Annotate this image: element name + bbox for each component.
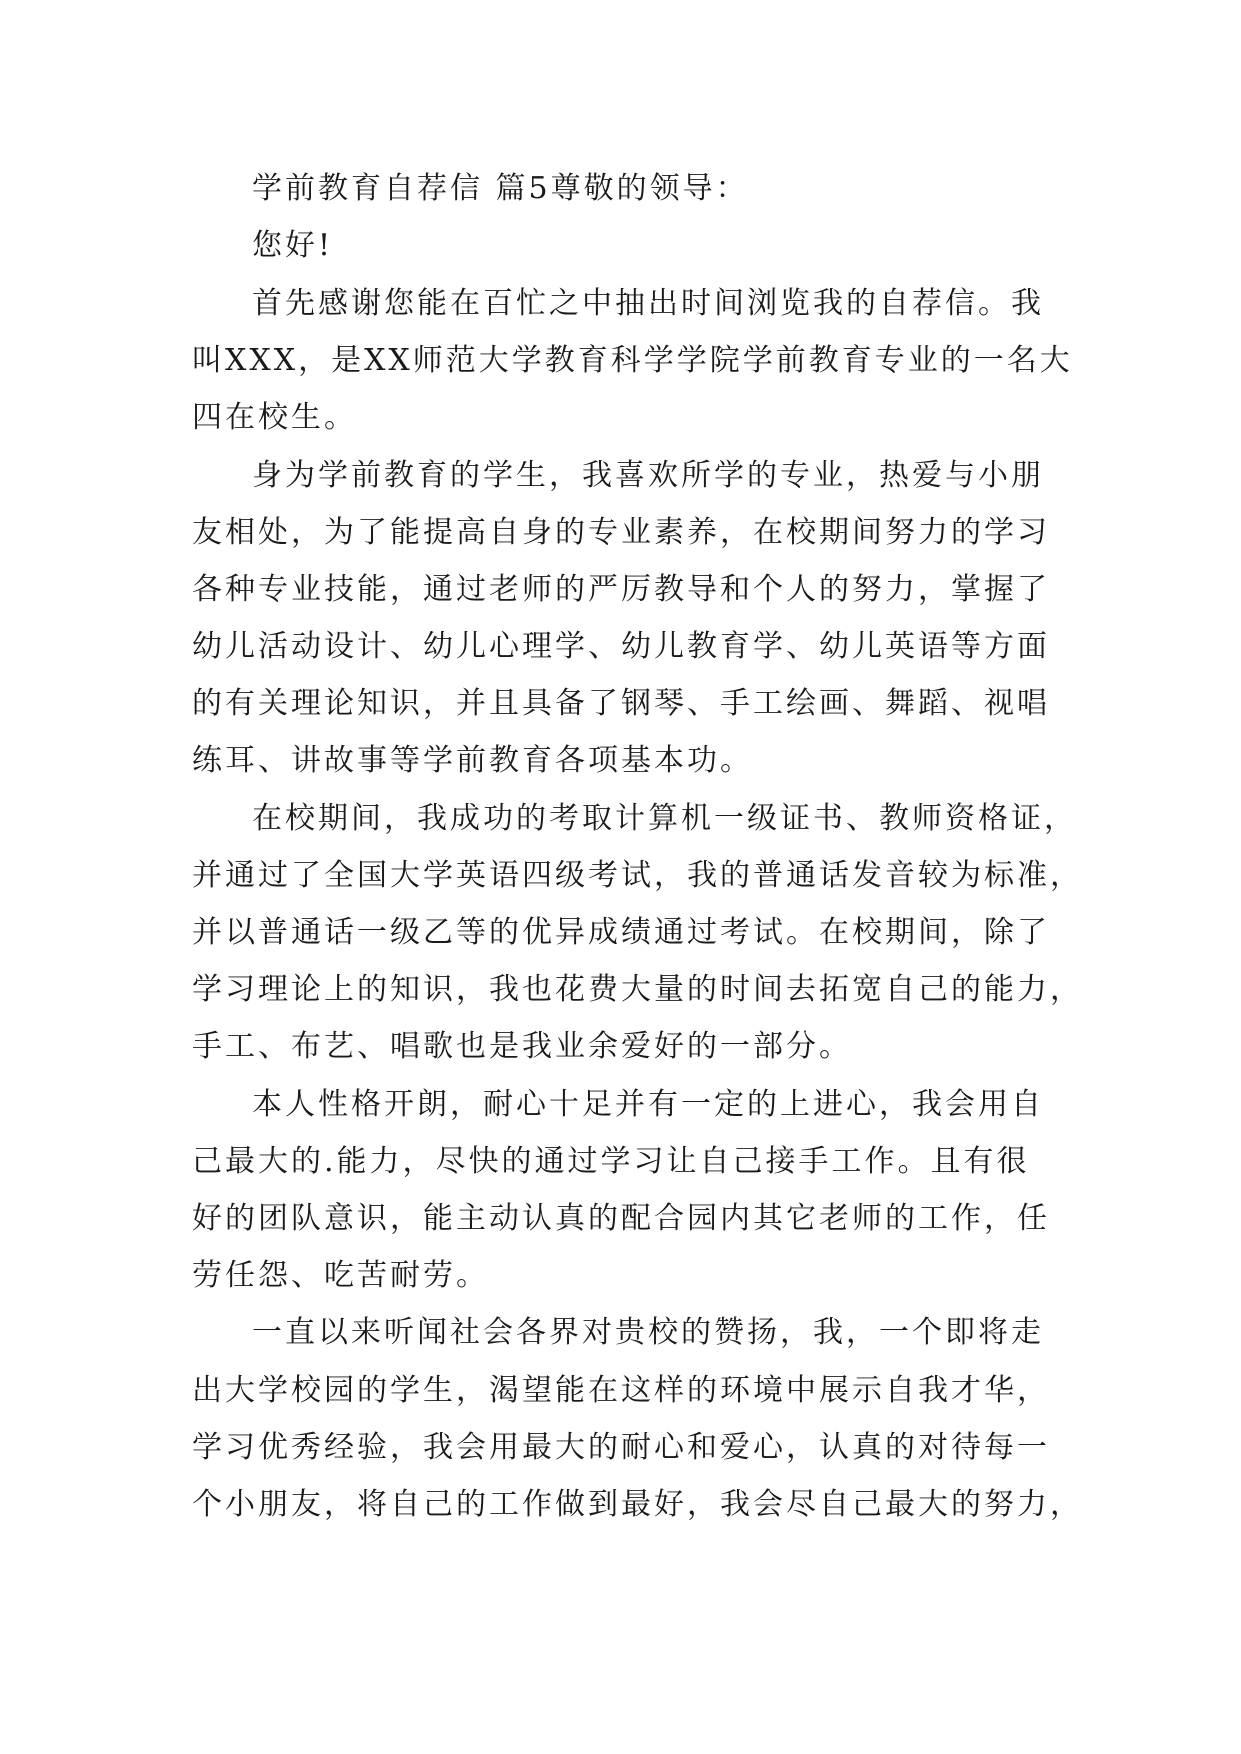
document-title-line: 学前教育自荐信 篇5尊敬的领导： xyxy=(252,171,749,206)
body-line: 学习理论上的知识，我也花费大量的时间去拓宽自己的能力， xyxy=(192,972,1083,1007)
body-line: 个小朋友，将自己的工作做到最好，我会尽自己最大的努力， xyxy=(192,1487,1083,1522)
body-line: 学习优秀经验，我会用最大的耐心和爱心，认真的对待每一 xyxy=(192,1430,1050,1465)
salutation-line: 您好! xyxy=(252,228,334,263)
body-line: 首先感谢您能在百忙之中抽出时间浏览我的自荐信。我 xyxy=(252,286,1044,321)
body-line: 在校期间，我成功的考取计算机一级证书、教师资格证， xyxy=(252,801,1077,836)
body-line: 劳任怨、吃苦耐劳。 xyxy=(192,1258,489,1293)
body-line: 的有关理论知识，并且具备了钢琴、手工绘画、舞蹈、视唱 xyxy=(192,686,1050,721)
body-line: 一直以来听闻社会各界对贵校的赞扬，我，一个即将走 xyxy=(252,1315,1044,1350)
body-line: 练耳、讲故事等学前教育各项基本功。 xyxy=(192,743,753,778)
body-line: 出大学校园的学生，渴望能在这样的环境中展示自我才华， xyxy=(192,1373,1050,1408)
body-line: 幼儿活动设计、幼儿心理学、幼儿教育学、幼儿英语等方面 xyxy=(192,629,1050,664)
body-line: 本人性格开朗，耐心十足并有一定的上进心，我会用自 xyxy=(252,1087,1044,1122)
body-line: 己最大的.能力，尽快的通过学习让自己接手工作。且有很 xyxy=(192,1144,1030,1179)
body-line: 并通过了全国大学英语四级考试，我的普通话发音较为标准， xyxy=(192,858,1083,893)
body-line: 友相处，为了能提高自身的专业素养，在校期间努力的学习 xyxy=(192,515,1050,550)
body-line: 叫XXX，是XX师范大学教育科学学院学前教育专业的一名大 xyxy=(192,343,1073,378)
body-line: 好的团队意识，能主动认真的配合园内其它老师的工作，任 xyxy=(192,1201,1050,1236)
body-line: 手工、布艺、唱歌也是我业余爱好的一部分。 xyxy=(192,1029,852,1064)
body-line: 各种专业技能，通过老师的严厉教导和个人的努力，掌握了 xyxy=(192,572,1050,607)
body-line: 并以普通话一级乙等的优异成绩通过考试。在校期间，除了 xyxy=(192,915,1050,950)
body-line: 四在校生。 xyxy=(192,400,357,435)
body-line: 身为学前教育的学生，我喜欢所学的专业，热爱与小朋 xyxy=(252,458,1044,493)
